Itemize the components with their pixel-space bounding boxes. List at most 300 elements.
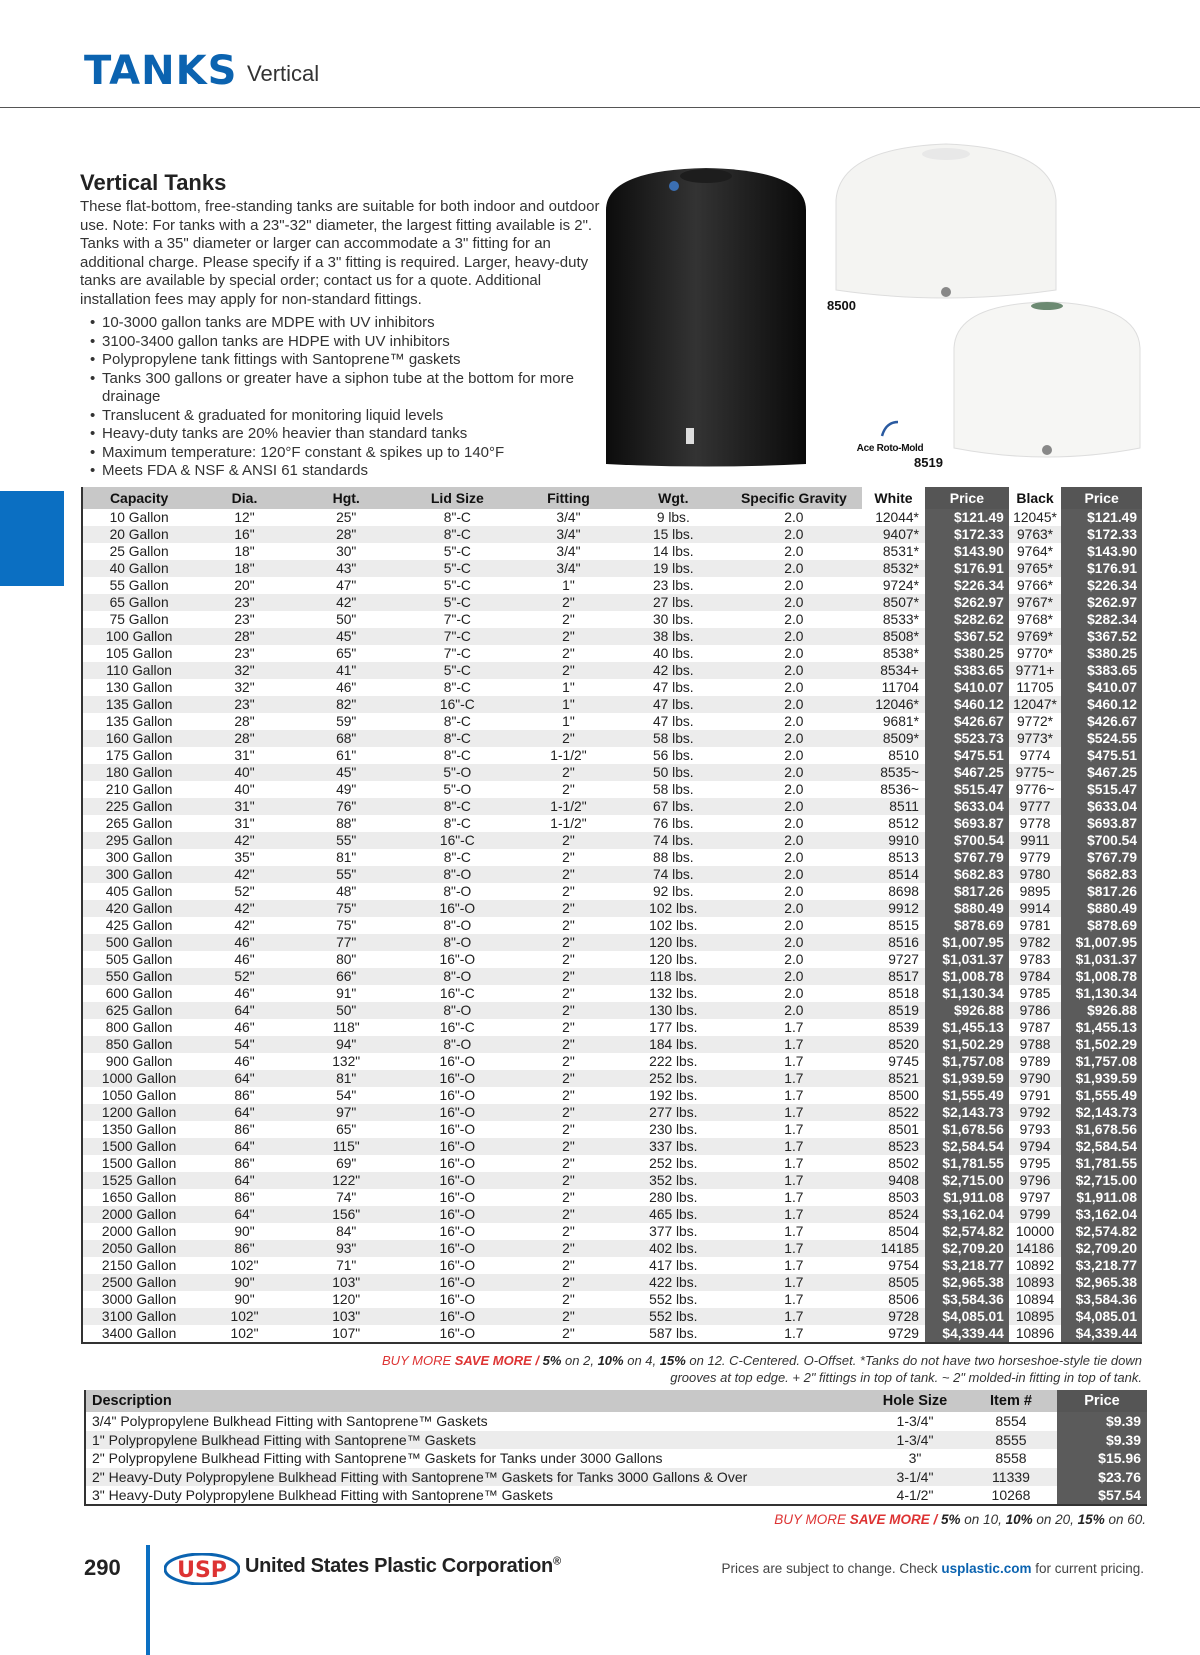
separator: / xyxy=(531,1353,543,1368)
table-cell: 8504 xyxy=(888,1224,919,1239)
table-cell: 210 Gallon xyxy=(105,782,173,797)
table-cell: 3/4" xyxy=(516,560,621,577)
table-cell: 40 lbs. xyxy=(652,646,694,661)
table-cell: $176.91 xyxy=(925,560,1009,577)
table-cell: 92 lbs. xyxy=(652,884,694,899)
tanks-table-header xyxy=(82,487,1142,509)
table-cell: 1000 Gallon xyxy=(82,1070,195,1087)
table-row xyxy=(82,815,1142,832)
table-cell: 2" xyxy=(516,1138,621,1155)
fittings-table-header xyxy=(85,1390,1147,1412)
table-cell: 295 Gallon xyxy=(82,832,195,849)
table-cell: 5"-C xyxy=(443,544,471,559)
table-cell: 1.7 xyxy=(726,1138,862,1155)
table-cell: 110 Gallon xyxy=(82,662,195,679)
table-cell: $176.91 xyxy=(1061,560,1142,577)
table-cell: 9772* xyxy=(1016,714,1054,729)
table-cell: 2.0 xyxy=(726,526,862,543)
table-cell: 2" xyxy=(562,850,575,865)
table-cell: 160 Gallon xyxy=(82,730,195,747)
table-cell: 81" xyxy=(294,1070,399,1087)
save-more-text: SAVE MORE xyxy=(454,1353,532,1368)
table-cell: 8515 xyxy=(888,918,919,933)
table-cell: $2,715.00 xyxy=(925,1172,1009,1189)
table-cell: 8514 xyxy=(862,866,925,883)
table-cell: 1" xyxy=(516,696,621,713)
table-cell: 16"-O xyxy=(439,1292,476,1307)
table-cell: 9727 xyxy=(888,952,919,967)
table-cell: 2" xyxy=(516,764,621,781)
table-cell: 1.7 xyxy=(784,1326,804,1341)
table-cell: 8509* xyxy=(862,730,925,747)
table-cell: 2.0 xyxy=(726,662,862,679)
table-cell: 16"-O xyxy=(439,1224,476,1239)
table-cell: 9780 xyxy=(1009,866,1061,883)
table-cell: $380.25 xyxy=(925,645,1009,662)
tanks-table-body xyxy=(82,509,1142,1343)
table-cell: 10000 xyxy=(1015,1224,1055,1239)
table-cell: 16"-O xyxy=(439,1054,476,1069)
table-cell: 1.7 xyxy=(726,1308,862,1325)
table-row xyxy=(85,1449,1147,1468)
table-cell: 1-1/2" xyxy=(550,748,587,763)
table-cell: 46" xyxy=(234,1020,255,1035)
table-cell: 120 lbs. xyxy=(649,952,698,967)
table-cell: 68" xyxy=(294,730,399,747)
registered-mark: ® xyxy=(552,1555,561,1568)
table-cell: 8"-O xyxy=(399,866,516,883)
table-row xyxy=(82,917,1142,934)
table-cell: 1350 Gallon xyxy=(101,1122,177,1137)
table-cell: 9784 xyxy=(1009,968,1061,985)
table-cell: 9796 xyxy=(1009,1172,1061,1189)
table-cell: $1,939.59 xyxy=(925,1070,1009,1087)
table-cell: 122" xyxy=(294,1172,399,1189)
table-cell: 2" xyxy=(516,1104,621,1121)
table-cell: 2.0 xyxy=(726,628,862,645)
table-cell: 1-1/2" xyxy=(550,816,587,831)
table-cell: 2" xyxy=(562,1258,575,1273)
table-cell: 86" xyxy=(195,1240,294,1257)
table-cell: 15 lbs. xyxy=(621,526,726,543)
table-cell: $367.52 xyxy=(1061,628,1142,645)
table-cell: 800 Gallon xyxy=(105,1020,173,1035)
table-cell: 16"-C xyxy=(439,1020,475,1035)
table-cell: 130 Gallon xyxy=(105,680,173,695)
table-cell: 2" xyxy=(562,1190,575,1205)
table-cell: 9776~ xyxy=(1015,782,1055,797)
table-cell: 9790 xyxy=(1009,1070,1061,1087)
table-cell: $1,555.49 xyxy=(925,1087,1009,1104)
table-cell: 1" Polypropylene Bulkhead Fitting with Santoprene™ Gaskets xyxy=(85,1431,865,1450)
table-cell: 9782 xyxy=(1009,934,1061,951)
table-cell: 120 lbs. xyxy=(621,934,726,951)
table-cell: 505 Gallon xyxy=(105,952,173,967)
table-cell: 41" xyxy=(294,662,399,679)
pricing-disclaimer xyxy=(722,1561,1144,1576)
table-cell: 10896 xyxy=(1015,1326,1055,1341)
table-cell: 177 lbs. xyxy=(649,1020,698,1035)
table-row xyxy=(82,645,1142,662)
website-link[interactable]: usplastic.com xyxy=(941,1561,1032,1576)
usp-logo-icon xyxy=(164,1553,240,1585)
black-tank-image xyxy=(602,166,810,469)
table-cell: 225 Gallon xyxy=(82,798,195,815)
table-cell: 102" xyxy=(195,1308,294,1325)
table-row xyxy=(82,781,1142,798)
discount-3: 15% xyxy=(659,1353,686,1368)
feature-bullet: • 3100-3400 gallon tanks are HDPE with UV inhibitors xyxy=(90,333,610,352)
table-cell: $2,584.54 xyxy=(925,1138,1009,1155)
table-cell: 9729 xyxy=(888,1326,919,1341)
table-cell: 1.7 xyxy=(784,1054,804,1069)
table-row xyxy=(82,1257,1142,1274)
table-row xyxy=(82,1189,1142,1206)
table-cell: 25 Gallon xyxy=(109,544,169,559)
table-cell: 552 lbs. xyxy=(649,1292,698,1307)
table-cell: 8"-O xyxy=(443,918,472,933)
table-cell: $1,911.08 xyxy=(1061,1189,1142,1206)
table-cell: 8513 xyxy=(888,850,919,865)
brand-name: Ace Roto-Mold xyxy=(856,443,924,454)
table-cell: 50" xyxy=(336,612,357,627)
table-cell: 850 Gallon xyxy=(82,1036,195,1053)
table-cell: 14186 xyxy=(1009,1240,1061,1257)
table-row xyxy=(82,543,1142,560)
table-cell: 135 Gallon xyxy=(82,696,195,713)
table-cell: $226.34 xyxy=(1061,577,1142,594)
table-cell: 132" xyxy=(332,1054,361,1069)
column-header: White xyxy=(862,487,925,509)
table-cell: 16"-O xyxy=(439,1326,476,1341)
table-cell: 135 Gallon xyxy=(105,714,173,729)
table-cell: 31" xyxy=(234,748,255,763)
table-cell: 58 lbs. xyxy=(621,730,726,747)
section-title: TANKS xyxy=(84,48,238,94)
table-row xyxy=(82,900,1142,917)
table-cell: 8"-O xyxy=(399,968,516,985)
table-row xyxy=(82,628,1142,645)
table-cell: $1,130.34 xyxy=(1061,985,1142,1002)
table-cell: 2" xyxy=(562,986,575,1001)
table-cell: 337 lbs. xyxy=(621,1138,726,1155)
table-cell: 12045* xyxy=(1013,510,1057,525)
table-cell: 1500 Gallon xyxy=(82,1138,195,1155)
table-cell: 2.0 xyxy=(784,714,804,729)
table-cell: 2.0 xyxy=(726,1002,862,1019)
table-cell: 45" xyxy=(294,764,399,781)
table-cell: 2" xyxy=(516,730,621,747)
table-row xyxy=(82,764,1142,781)
table-cell: 16"-O xyxy=(399,1138,516,1155)
table-row xyxy=(82,1104,1142,1121)
table-cell: 2" xyxy=(562,1020,575,1035)
table-cell: 5"-C xyxy=(399,594,516,611)
table-cell: $2,709.20 xyxy=(925,1240,1009,1257)
table-cell: 93" xyxy=(294,1240,399,1257)
table-row xyxy=(82,1223,1142,1240)
table-cell: 8"-C xyxy=(443,816,471,831)
table-cell: 9793 xyxy=(1019,1122,1051,1137)
table-cell: 27 lbs. xyxy=(621,594,726,611)
table-cell: 2.0 xyxy=(726,594,862,611)
table-cell: 64" xyxy=(195,1206,294,1223)
table-cell: 2" xyxy=(562,1224,575,1239)
table-cell: 2" xyxy=(562,952,575,967)
table-cell: 8554 xyxy=(995,1413,1027,1430)
table-cell: 30 lbs. xyxy=(652,612,694,627)
table-cell: 9681* xyxy=(882,714,919,729)
table-cell: 14185 xyxy=(862,1240,925,1257)
table-cell: 47 lbs. xyxy=(652,714,694,729)
table-cell: 1525 Gallon xyxy=(82,1172,195,1189)
table-row xyxy=(82,934,1142,951)
table-cell: 16"-C xyxy=(439,986,475,1001)
table-cell: $633.04 xyxy=(1061,798,1142,815)
table-cell: 118" xyxy=(332,1020,360,1035)
table-cell: 90" xyxy=(234,1224,255,1239)
table-cell: $15.96 xyxy=(1057,1449,1147,1468)
table-cell: $3,584.36 xyxy=(925,1291,1009,1308)
table-cell: 20" xyxy=(234,578,255,593)
table-cell: 2.0 xyxy=(784,918,804,933)
table-cell: 8510 xyxy=(888,748,919,763)
table-cell: 10268 xyxy=(991,1487,1031,1504)
table-cell: 3/4" xyxy=(556,544,581,559)
table-cell: 9408 xyxy=(862,1172,925,1189)
table-cell: 156" xyxy=(294,1206,399,1223)
table-cell: 76 lbs. xyxy=(652,816,694,831)
table-cell: 55" xyxy=(294,866,399,883)
table-row xyxy=(82,594,1142,611)
table-cell: 43" xyxy=(294,560,399,577)
table-cell: 9771+ xyxy=(1009,662,1061,679)
table-cell: 8538* xyxy=(882,646,919,661)
discount-2: 10% xyxy=(597,1353,624,1368)
table-cell: 5"-C xyxy=(443,578,471,593)
table-cell: 2.0 xyxy=(726,730,862,747)
table-cell: 9770* xyxy=(1016,646,1054,661)
table-row xyxy=(82,696,1142,713)
table-cell: 9767* xyxy=(1009,594,1061,611)
table-cell: 16"-C xyxy=(399,696,516,713)
table-cell: $1,757.08 xyxy=(925,1053,1009,1070)
table-cell: 2" xyxy=(562,1156,575,1171)
table-cell: 103" xyxy=(294,1308,399,1325)
table-cell: 2" xyxy=(516,1240,621,1257)
table-cell: $172.33 xyxy=(925,526,1009,543)
column-header: Hgt. xyxy=(294,487,399,509)
table-cell: 500 Gallon xyxy=(82,934,195,951)
tanks-table xyxy=(81,487,1142,1344)
table-cell: 8"-C xyxy=(443,748,471,763)
column-header: Price xyxy=(925,487,1009,509)
table-cell: 9764* xyxy=(1016,544,1054,559)
column-header: Item # xyxy=(965,1390,1057,1412)
table-cell: 2" xyxy=(562,1088,575,1103)
table-cell: $817.26 xyxy=(1061,883,1142,900)
table-cell: 252 lbs. xyxy=(649,1156,698,1171)
table-cell: 9787 xyxy=(1019,1020,1051,1035)
section-side-tab xyxy=(0,491,64,586)
company-name xyxy=(245,1555,561,1578)
table-cell: 40 Gallon xyxy=(82,560,195,577)
table-cell: 2" xyxy=(516,832,621,849)
table-cell: 16"-O xyxy=(399,1104,516,1121)
table-cell: 625 Gallon xyxy=(82,1002,195,1019)
table-cell: 64" xyxy=(195,1138,294,1155)
table-cell: $1,502.29 xyxy=(925,1036,1009,1053)
table-cell: 8522 xyxy=(862,1104,925,1121)
table-cell: 12" xyxy=(234,510,255,525)
table-cell: $2,584.54 xyxy=(1061,1138,1142,1155)
feature-bullet: • Tanks 300 gallons or greater have a siphon tube at the bottom for more drainage xyxy=(90,370,610,407)
table-cell: 16" xyxy=(195,526,294,543)
table-cell: 2.0 xyxy=(784,612,804,627)
table-cell: 88 lbs. xyxy=(652,850,694,865)
table-cell: $1,678.56 xyxy=(925,1121,1009,1138)
table-cell: 465 lbs. xyxy=(621,1206,726,1223)
table-cell: 1.7 xyxy=(726,1104,862,1121)
table-cell: $2,574.82 xyxy=(925,1223,1009,1240)
table-cell: 8558 xyxy=(995,1450,1027,1467)
table-cell: $1,555.49 xyxy=(1061,1087,1142,1104)
table-cell: 86" xyxy=(234,1156,255,1171)
table-row xyxy=(82,832,1142,849)
table-cell: $380.25 xyxy=(1061,645,1142,662)
table-cell: $121.49 xyxy=(925,509,1009,526)
table-cell: 280 lbs. xyxy=(649,1190,698,1205)
table-cell: $3,218.77 xyxy=(1061,1257,1142,1274)
table-cell: 184 lbs. xyxy=(621,1036,726,1053)
table-cell: 1.7 xyxy=(784,1122,804,1137)
table-cell: 9794 xyxy=(1009,1138,1061,1155)
table-cell: 81" xyxy=(336,850,357,865)
table-cell: 10892 xyxy=(1015,1258,1055,1273)
table-cell: $1,678.56 xyxy=(1061,1121,1142,1138)
table-cell: 46" xyxy=(234,986,255,1001)
table-cell: $282.34 xyxy=(1061,611,1142,628)
table-cell: 8506 xyxy=(888,1292,919,1307)
table-cell: $143.90 xyxy=(925,543,1009,560)
table-cell: $817.26 xyxy=(925,883,1009,900)
table-cell: $2,965.38 xyxy=(1061,1274,1142,1291)
table-cell: 8539 xyxy=(888,1020,919,1035)
table-cell: 16"-O xyxy=(439,1088,476,1103)
table-cell: 102" xyxy=(230,1326,259,1341)
table-cell: 2" xyxy=(516,900,621,917)
table-cell: 42" xyxy=(195,832,294,849)
logo-text: USP xyxy=(177,1558,227,1583)
feature-list xyxy=(90,314,610,481)
header-rule xyxy=(0,107,1200,108)
save-more-text: SAVE MORE xyxy=(849,1512,930,1527)
table-cell: 8"-C xyxy=(399,730,516,747)
table-cell: 75" xyxy=(294,900,399,917)
table-cell: $1,031.37 xyxy=(1061,951,1142,968)
table-cell: 52" xyxy=(234,884,255,899)
table-cell: 8555 xyxy=(965,1431,1057,1450)
ace-roto-mold-logo xyxy=(850,420,930,454)
image-label-8500: 8500 xyxy=(827,298,856,313)
table-cell: 65" xyxy=(336,1122,357,1137)
table-cell: $1,455.13 xyxy=(925,1019,1009,1036)
table-cell: $2,574.82 xyxy=(1061,1223,1142,1240)
table-cell: 7"-C xyxy=(399,628,516,645)
table-cell: 16"-O xyxy=(399,900,516,917)
table-cell: 3" Heavy-Duty Polypropylene Bulkhead Fitting with Santoprene™ Gaskets xyxy=(92,1487,553,1504)
table-row xyxy=(82,883,1142,900)
table-cell: 8"-C xyxy=(443,850,471,865)
table-cell: 54" xyxy=(336,1088,357,1103)
table-cell: 2" xyxy=(562,782,575,797)
table-cell: 1050 Gallon xyxy=(101,1088,177,1103)
table-cell: 102 lbs. xyxy=(621,900,726,917)
table-cell: 230 lbs. xyxy=(649,1122,698,1137)
table-cell: $475.51 xyxy=(1061,747,1142,764)
table-cell: 94" xyxy=(294,1036,399,1053)
table-row xyxy=(82,730,1142,747)
table-cell: $926.88 xyxy=(1061,1002,1142,1019)
table-cell: 8"-O xyxy=(399,1002,516,1019)
table-cell: 11705 xyxy=(1016,680,1054,695)
table-cell: 377 lbs. xyxy=(649,1224,698,1239)
table-cell: 118 lbs. xyxy=(621,968,726,985)
table-cell: $1,008.78 xyxy=(1061,968,1142,985)
table-cell: 1500 Gallon xyxy=(101,1156,177,1171)
table-cell: 2" xyxy=(562,1326,575,1341)
table-cell: $1,911.08 xyxy=(925,1189,1009,1206)
column-header: Fitting xyxy=(516,487,621,509)
table-cell: $524.55 xyxy=(1061,730,1142,747)
table-cell: 2500 Gallon xyxy=(82,1274,195,1291)
table-cell: 1.7 xyxy=(784,1258,804,1273)
table-cell: 9914 xyxy=(1009,900,1061,917)
table-cell: 16"-O xyxy=(439,1190,476,1205)
table-cell: 2000 Gallon xyxy=(101,1224,177,1239)
image-label-8519: 8519 xyxy=(914,455,943,470)
table-cell: $475.51 xyxy=(925,747,1009,764)
table-cell: $9.39 xyxy=(1057,1431,1147,1450)
table-cell: 49" xyxy=(336,782,357,797)
column-header: Description xyxy=(85,1390,865,1412)
table-cell: $2,709.20 xyxy=(1061,1240,1142,1257)
table-cell: 3/4" xyxy=(516,526,621,543)
table-row xyxy=(82,1019,1142,1036)
table-cell: 8505 xyxy=(862,1274,925,1291)
table-cell: $880.49 xyxy=(925,900,1009,917)
table-cell: 2.0 xyxy=(726,934,862,951)
table-cell: 48" xyxy=(336,884,357,899)
table-cell: 2.0 xyxy=(784,816,804,831)
table-cell: 32" xyxy=(195,662,294,679)
table-cell: 16"-O xyxy=(399,1070,516,1087)
table-cell: $1,781.55 xyxy=(1061,1155,1142,1172)
table-cell: 3" xyxy=(908,1450,922,1467)
table-cell: 64" xyxy=(195,1002,294,1019)
table-cell: 7"-C xyxy=(443,612,471,627)
table-cell: 23 lbs. xyxy=(652,578,694,593)
table-row xyxy=(82,1274,1142,1291)
table-cell: 16"-O xyxy=(439,1122,476,1137)
table-cell: 115" xyxy=(294,1138,399,1155)
table-cell: 2.0 xyxy=(784,782,804,797)
company-name-text: United States Plastic Corporation xyxy=(245,1555,553,1577)
table-cell: 9799 xyxy=(1009,1206,1061,1223)
table-cell: $4,339.44 xyxy=(1061,1325,1142,1343)
table-cell: 417 lbs. xyxy=(649,1258,698,1273)
table-cell: 105 Gallon xyxy=(105,646,173,661)
